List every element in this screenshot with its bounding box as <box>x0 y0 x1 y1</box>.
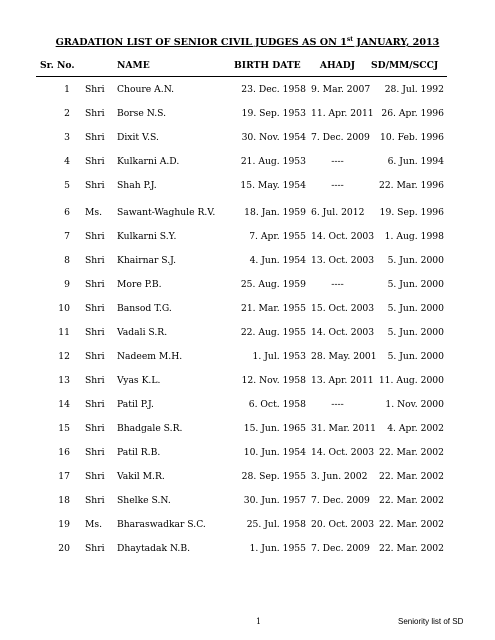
ahadj-cell: 14. Oct. 2003 <box>311 447 375 458</box>
birth-date-cell: 25. Jul. 1958 <box>246 519 306 530</box>
birth-date-cell: 21. Mar. 1955 <box>240 303 306 314</box>
name-cell: Bhadgale S.R. <box>117 423 183 434</box>
name-cell: Shelke S.N. <box>117 495 171 506</box>
ahadj-cell: 14. Oct. 2003 <box>311 231 375 242</box>
footer-label: Seniority list of SD <box>398 617 464 626</box>
title-cell: Shri <box>85 132 105 143</box>
title-cell: Shri <box>85 399 105 410</box>
name-cell: Borse N.S. <box>117 108 167 119</box>
ahadj-cell: 11. Apr. 2011 <box>311 108 374 119</box>
title-cell: Ms. <box>85 207 103 218</box>
ahadj-cell: 14. Oct. 2003 <box>311 327 375 338</box>
ahadj-cell: 7. Dec. 2009 <box>311 495 370 506</box>
sr-no-cell: 19 <box>58 519 70 530</box>
name-cell: Patil P.J. <box>117 399 154 410</box>
sd-mm-sccj-cell: 1. Nov. 2000 <box>385 399 444 410</box>
sd-mm-sccj-cell: 22. Mar. 1996 <box>378 180 444 191</box>
title-cell: Shri <box>85 84 105 95</box>
title-cell: Shri <box>85 351 105 362</box>
sr-no-cell: 20 <box>58 543 70 554</box>
title-cell: Shri <box>85 423 105 434</box>
birth-date-cell: 25. Aug. 1959 <box>240 279 306 290</box>
table-row <box>0 279 495 293</box>
table-header <box>0 60 495 74</box>
name-cell: Dhaytadak N.B. <box>117 543 191 554</box>
table-row <box>0 375 495 389</box>
table-row <box>0 351 495 365</box>
title-cell: Shri <box>85 108 105 119</box>
birth-date-cell: 28. Sep. 1955 <box>241 471 306 482</box>
ahadj-cell: ---- <box>331 279 344 290</box>
birth-date-cell: 1. Jun. 1955 <box>249 543 306 554</box>
sd-mm-sccj-cell: 5. Jun. 2000 <box>387 279 444 290</box>
name-cell: Patil R.B. <box>117 447 161 458</box>
sr-no-cell: 8 <box>64 255 70 266</box>
page-number: 1 <box>256 617 262 626</box>
sr-no-cell: 13 <box>58 375 70 386</box>
title-cell: Shri <box>85 156 105 167</box>
birth-date-cell: 7. Apr. 1955 <box>249 231 306 242</box>
birth-date-cell: 15. May. 1954 <box>240 180 306 191</box>
table-row <box>0 207 495 221</box>
sr-no-cell: 18 <box>58 495 70 506</box>
table-row <box>0 423 495 437</box>
name-cell: Sawant-Waghule R.V. <box>117 207 216 218</box>
birth-date-cell: 18. Jan. 1959 <box>244 207 306 218</box>
sd-mm-sccj-cell: 22. Mar. 2002 <box>378 543 444 554</box>
title-cell: Shri <box>85 375 105 386</box>
birth-date-cell: 22. Aug. 1955 <box>240 327 306 338</box>
header-rule <box>36 76 447 77</box>
ahadj-cell: 31. Mar. 2011 <box>311 423 377 434</box>
ahadj-cell: ---- <box>331 156 344 167</box>
sr-no-cell: 5 <box>64 180 70 191</box>
table-row <box>0 495 495 509</box>
sd-mm-sccj-cell: 19. Sep. 1996 <box>379 207 444 218</box>
name-cell: Choure A.N. <box>117 84 175 95</box>
sr-no-cell: 12 <box>58 351 70 362</box>
sr-no-cell: 1 <box>64 84 70 95</box>
header-name: NAME <box>117 60 150 71</box>
sd-mm-sccj-cell: 22. Mar. 2002 <box>378 447 444 458</box>
name-cell: Khairnar S.J. <box>117 255 177 266</box>
title-cell: Shri <box>85 180 105 191</box>
sr-no-cell: 2 <box>64 108 70 119</box>
sr-no-cell: 11 <box>58 327 70 338</box>
header-birth-date: BIRTH DATE <box>234 60 301 71</box>
table-row <box>0 231 495 245</box>
table-row <box>0 84 495 98</box>
table-row <box>0 303 495 317</box>
birth-date-cell: 4. Jun. 1954 <box>249 255 306 266</box>
sd-mm-sccj-cell: 6. Jun. 1994 <box>387 156 444 167</box>
name-cell: More P.B. <box>117 279 162 290</box>
name-cell: Shah P.J. <box>117 180 157 191</box>
name-cell: Vakil M.R. <box>117 471 165 482</box>
ahadj-cell: ---- <box>331 399 344 410</box>
table-row <box>0 543 495 557</box>
title-cell: Shri <box>85 471 105 482</box>
title-cell: Shri <box>85 447 105 458</box>
title-cell: Shri <box>85 495 105 506</box>
sd-mm-sccj-cell: 26. Apr. 1996 <box>381 108 444 119</box>
name-cell: Kulkarni S.Y. <box>117 231 177 242</box>
sd-mm-sccj-cell: 10. Feb. 1996 <box>380 132 444 143</box>
birth-date-cell: 12. Nov. 1958 <box>241 375 306 386</box>
sd-mm-sccj-cell: 11. Aug. 2000 <box>378 375 444 386</box>
birth-date-cell: 21. Aug. 1953 <box>240 156 306 167</box>
birth-date-cell: 6. Oct. 1958 <box>248 399 306 410</box>
name-cell: Kulkarni A.D. <box>117 156 180 167</box>
birth-date-cell: 10. Jun. 1954 <box>243 447 306 458</box>
sr-no-cell: 14 <box>58 399 70 410</box>
ahadj-cell: ---- <box>331 180 344 191</box>
sd-mm-sccj-cell: 5. Jun. 2000 <box>387 351 444 362</box>
birth-date-cell: 1. Jul. 1953 <box>252 351 306 362</box>
ahadj-cell: 13. Oct. 2003 <box>311 255 375 266</box>
header-sd-mm-sccj: SD/MM/SCCJ <box>371 60 439 71</box>
ahadj-cell: 20. Oct. 2003 <box>311 519 375 530</box>
name-cell: Vadali S.R. <box>117 327 168 338</box>
sd-mm-sccj-cell: 22. Mar. 2002 <box>378 495 444 506</box>
sd-mm-sccj-cell: 5. Jun. 2000 <box>387 327 444 338</box>
sr-no-cell: 10 <box>58 303 70 314</box>
ahadj-cell: 7. Dec. 2009 <box>311 132 370 143</box>
title-cell: Shri <box>85 543 105 554</box>
sr-no-cell: 9 <box>64 279 70 290</box>
title-cell: Shri <box>85 231 105 242</box>
sr-no-cell: 7 <box>64 231 70 242</box>
name-cell: Bansod T.G. <box>117 303 172 314</box>
birth-date-cell: 30. Jun. 1957 <box>243 495 306 506</box>
sd-mm-sccj-cell: 4. Apr. 2002 <box>387 423 444 434</box>
table-row <box>0 132 495 146</box>
sr-no-cell: 3 <box>64 132 70 143</box>
birth-date-cell: 30. Nov. 1954 <box>241 132 306 143</box>
table-row <box>0 108 495 122</box>
sd-mm-sccj-cell: 5. Jun. 2000 <box>387 255 444 266</box>
sr-no-cell: 4 <box>64 156 70 167</box>
sr-no-cell: 16 <box>58 447 70 458</box>
name-cell: Bharaswadkar S.C. <box>117 519 206 530</box>
ahadj-cell: 15. Oct. 2003 <box>311 303 375 314</box>
sr-no-cell: 17 <box>58 471 70 482</box>
title-cell: Shri <box>85 327 105 338</box>
sr-no-cell: 6 <box>64 207 70 218</box>
title-cell: Shri <box>85 255 105 266</box>
birth-date-cell: 15. Jun. 1965 <box>243 423 306 434</box>
ahadj-cell: 13. Apr. 2011 <box>311 375 374 386</box>
name-cell: Nadeem M.H. <box>117 351 183 362</box>
ahadj-cell: 3. Jun. 2002 <box>311 471 368 482</box>
ahadj-cell: 7. Dec. 2009 <box>311 543 370 554</box>
birth-date-cell: 19. Sep. 1953 <box>241 108 306 119</box>
sd-mm-sccj-cell: 22. Mar. 2002 <box>378 519 444 530</box>
ahadj-cell: 6. Jul. 2012 <box>311 207 365 218</box>
table-row <box>0 180 495 194</box>
sd-mm-sccj-cell: 1. Aug. 1998 <box>384 231 444 242</box>
title-cell: Shri <box>85 303 105 314</box>
table-row <box>0 327 495 341</box>
ahadj-cell: 28. May. 2001 <box>311 351 377 362</box>
title-cell: Shri <box>85 279 105 290</box>
ahadj-cell: 9. Mar. 2007 <box>311 84 371 95</box>
name-cell: Vyas K.L. <box>117 375 161 386</box>
sd-mm-sccj-cell: 28. Jul. 1992 <box>384 84 444 95</box>
document-title: GRADATION LIST OF SENIOR CIVIL JUDGES AS ON 1st JANUARY, 2013 <box>55 35 440 48</box>
table-row <box>0 447 495 461</box>
table-row <box>0 399 495 413</box>
header-ahadj: AHADJ <box>319 60 356 71</box>
table-row <box>0 255 495 269</box>
title-cell: Ms. <box>85 519 103 530</box>
table-row <box>0 471 495 485</box>
name-cell: Dixit V.S. <box>117 132 159 143</box>
sr-no-cell: 15 <box>58 423 70 434</box>
birth-date-cell: 23. Dec. 1958 <box>241 84 306 95</box>
header-sr-no: Sr. No. <box>40 60 75 71</box>
sd-mm-sccj-cell: 22. Mar. 2002 <box>378 471 444 482</box>
sd-mm-sccj-cell: 5. Jun. 2000 <box>387 303 444 314</box>
table-row <box>0 519 495 533</box>
table-row <box>0 156 495 170</box>
